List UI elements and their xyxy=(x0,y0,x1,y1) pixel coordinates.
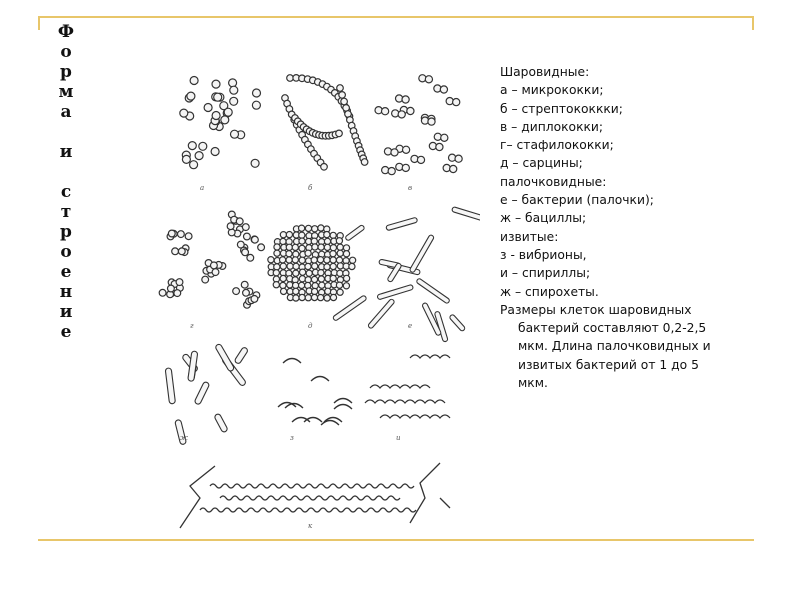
text-line: а – микрококки; xyxy=(500,83,604,98)
coccus-cell xyxy=(300,269,306,275)
coccus-cell xyxy=(293,270,299,276)
text-line: ж – спирохеты. xyxy=(500,284,599,299)
coccus-cell xyxy=(190,77,198,85)
coccus-cell xyxy=(280,257,286,263)
text-line: и – спириллы; xyxy=(500,266,591,281)
coccus-cell xyxy=(330,245,336,251)
coccus-cell xyxy=(312,226,318,232)
coccus-cell xyxy=(227,223,234,230)
coccus-cell xyxy=(273,282,279,288)
coccus-cell xyxy=(274,250,280,256)
coccus-cell xyxy=(212,80,220,88)
coccus-cell xyxy=(293,295,299,301)
coccus-cell xyxy=(337,244,343,250)
coccus-cell xyxy=(172,248,179,255)
coccus-cell xyxy=(168,285,175,292)
coccus-cell xyxy=(214,93,222,101)
coccus-cell xyxy=(402,164,409,171)
fibril-line xyxy=(410,463,450,523)
label-z: з xyxy=(290,434,294,442)
vibrio-cell xyxy=(292,418,310,423)
coccus-cell xyxy=(344,275,350,281)
coccus-cell xyxy=(388,168,395,175)
coccus-cell xyxy=(299,257,305,263)
coccus-cell xyxy=(199,142,207,150)
coccus-cell xyxy=(180,109,188,117)
title-letter: о xyxy=(60,42,72,62)
coccus-cell xyxy=(286,257,292,263)
description-text xyxy=(500,63,790,392)
title-gap xyxy=(50,162,82,182)
right-tick xyxy=(752,16,754,30)
coccus-cell xyxy=(455,155,462,162)
coccus-cell xyxy=(305,250,311,256)
bacteria-morphology-illustration xyxy=(140,58,480,534)
rod-cell xyxy=(452,207,480,222)
coccus-cell xyxy=(450,165,457,172)
title-letter: н xyxy=(59,282,73,302)
coccus-cell xyxy=(252,101,260,109)
coccus-cell xyxy=(311,276,317,282)
coccus-cell xyxy=(292,244,298,250)
coccus-cell xyxy=(211,262,218,269)
label-g: г xyxy=(190,322,194,330)
coccus-cell xyxy=(204,104,212,112)
coccus-cell xyxy=(330,263,336,269)
coccus-cell xyxy=(330,251,336,257)
label-k: к xyxy=(308,522,313,530)
left-tick xyxy=(38,16,40,30)
text-line: г– стафилококки; xyxy=(500,138,614,153)
coccus-cell xyxy=(188,142,196,150)
coccus-cell xyxy=(305,263,311,269)
coccus-cell xyxy=(350,257,356,263)
text-line: извитые: xyxy=(500,229,559,244)
coccus-cell xyxy=(330,275,336,281)
coccus-cell xyxy=(253,89,261,97)
coccus-cell xyxy=(159,289,166,296)
coccus-cell xyxy=(293,263,299,269)
coccus-cell xyxy=(174,290,181,297)
coccus-cell xyxy=(343,245,349,251)
coccus-cell xyxy=(287,263,293,269)
coccus-cell xyxy=(293,288,299,294)
title-letter: е xyxy=(60,322,72,342)
bacillus-cell xyxy=(234,347,249,365)
coccus-cell xyxy=(178,231,185,238)
coccus-cell xyxy=(274,264,280,270)
coccus-cell xyxy=(242,224,249,231)
coccus-cell xyxy=(391,149,398,156)
coccus-cell xyxy=(436,143,443,150)
coccus-cell xyxy=(336,130,343,137)
coccus-cell xyxy=(299,276,305,282)
rod-cell xyxy=(449,314,466,332)
coccus-cell xyxy=(280,238,286,244)
coccus-cell xyxy=(286,251,292,257)
coccus-cell xyxy=(221,116,229,124)
coccus-cell xyxy=(407,107,414,114)
coccus-cell xyxy=(230,97,238,105)
coccus-cell xyxy=(321,164,328,171)
bacillus-cell xyxy=(194,381,210,405)
coccus-cell xyxy=(233,288,240,295)
coccus-cell xyxy=(236,218,243,225)
rod-cell xyxy=(416,278,450,304)
title-letter: е xyxy=(60,262,72,282)
spirillum-cell xyxy=(370,385,430,388)
coccus-cell xyxy=(318,225,324,231)
coccus-cell xyxy=(337,250,343,256)
bacillus-cell xyxy=(214,413,228,433)
label-d: д xyxy=(308,322,313,330)
vibrio-cell xyxy=(334,405,352,410)
spirochete-cell xyxy=(210,484,414,488)
spirochete-cell xyxy=(220,496,400,500)
coccus-cell xyxy=(195,152,203,160)
coccus-cell xyxy=(339,92,346,99)
coccus-cell xyxy=(306,270,312,276)
text-line: Размеры клеток шаровидных xyxy=(500,302,692,317)
coccus-cell xyxy=(280,275,286,281)
top-rule xyxy=(38,16,754,18)
coccus-cell xyxy=(241,281,248,288)
coccus-cell xyxy=(428,118,435,125)
rod-cell xyxy=(377,284,414,300)
coccus-cell xyxy=(324,264,330,270)
label-a: а xyxy=(200,184,205,192)
coccus-cell xyxy=(324,257,330,263)
bottom-rule xyxy=(38,539,754,541)
coccus-cell xyxy=(337,270,343,276)
coccus-cell xyxy=(212,112,220,120)
coccus-cell xyxy=(280,263,286,269)
text-line: д – сарцины; xyxy=(500,156,583,171)
coccus-cell xyxy=(273,270,279,276)
coccus-cell xyxy=(324,232,330,238)
vibrio-cell xyxy=(311,377,329,382)
spirochete-cell xyxy=(200,508,416,512)
coccus-cell xyxy=(317,257,323,263)
coccus-cell xyxy=(299,238,305,244)
title-letter: и xyxy=(59,302,73,322)
coccus-cell xyxy=(311,257,317,263)
text-line: б – стрептококкки; xyxy=(500,101,623,116)
coccus-cell xyxy=(299,225,305,231)
coccus-cell xyxy=(286,232,292,238)
coccus-cell xyxy=(336,257,342,263)
title-letter: р xyxy=(60,62,72,82)
label-zh: ж xyxy=(180,434,188,442)
spirillum-cell xyxy=(380,415,450,418)
coccus-cell xyxy=(318,276,324,282)
spirillum-cell xyxy=(410,355,450,358)
label-v: в xyxy=(408,184,413,192)
coccus-cell xyxy=(324,244,330,250)
coccus-cell xyxy=(252,236,259,243)
text-line: бактерий составляют 0,2-2,5 xyxy=(518,321,707,336)
coccus-cell xyxy=(182,155,190,163)
coccus-cell xyxy=(311,294,317,300)
rod-cell xyxy=(409,234,434,273)
coccus-cell xyxy=(230,86,238,94)
label-b: б xyxy=(308,184,313,192)
text-line: извитых бактерий от 1 до 5 xyxy=(518,357,699,372)
coccus-cell xyxy=(244,233,251,240)
coccus-cell xyxy=(251,296,258,303)
coccus-cell xyxy=(319,282,325,288)
coccus-cell xyxy=(229,79,237,87)
title-letter: а xyxy=(60,102,72,122)
text-line: Шаровидные: xyxy=(500,65,590,79)
coccus-cell xyxy=(247,254,254,261)
coccus-cell xyxy=(425,76,432,83)
title-letter: о xyxy=(60,242,72,262)
vibrio-cell xyxy=(283,359,301,364)
coccus-cell xyxy=(299,245,305,251)
coccus-cell xyxy=(336,282,342,288)
coccus-cell xyxy=(330,294,336,300)
text-line: е – бактерии (палочки); xyxy=(500,193,654,208)
title-letter: т xyxy=(60,202,72,222)
title-letter: м xyxy=(58,82,74,102)
coccus-cell xyxy=(299,282,305,288)
coccus-cell xyxy=(318,244,324,250)
coccus-cell xyxy=(202,276,209,283)
coccus-cell xyxy=(318,270,324,276)
text-line: палочковидные: xyxy=(500,174,607,189)
coccus-cell xyxy=(185,233,192,240)
coccus-cell xyxy=(231,130,239,138)
coccus-cell xyxy=(280,282,286,288)
coccus-cell xyxy=(361,159,368,166)
title-letter: Ф xyxy=(57,22,75,42)
coccus-cell xyxy=(190,161,198,169)
coccus-cell xyxy=(312,244,318,250)
rod-cell xyxy=(367,298,395,329)
coccus-cell xyxy=(293,282,299,288)
coccus-cell xyxy=(349,263,355,269)
title-letter: и xyxy=(59,142,73,162)
coccus-cell xyxy=(212,269,219,276)
rod-cell xyxy=(386,217,418,231)
rod-cell xyxy=(345,224,365,241)
text-line: мкм. xyxy=(518,376,548,391)
coccus-cell xyxy=(398,111,405,118)
coccus-cell xyxy=(343,251,349,257)
coccus-cell xyxy=(299,294,305,300)
spirillum-cell xyxy=(365,400,445,403)
coccus-cell xyxy=(382,108,389,115)
coccus-cell xyxy=(168,230,175,237)
coccus-cell xyxy=(242,249,249,256)
coccus-cell xyxy=(224,108,232,116)
text-line: ж – бациллы; xyxy=(500,211,587,226)
bacillus-cell xyxy=(165,368,175,404)
bacillus-cell xyxy=(215,343,235,372)
coccus-cell xyxy=(324,295,330,301)
label-i: и xyxy=(396,434,401,442)
coccus-cell xyxy=(343,283,349,289)
coccus-cell xyxy=(281,288,287,294)
coccus-cell xyxy=(417,156,424,163)
vibrio-cell xyxy=(321,421,339,426)
coccus-cell xyxy=(299,232,305,238)
coccus-cell xyxy=(403,146,410,153)
coccus-cell xyxy=(330,257,336,263)
coccus-cell xyxy=(402,96,409,103)
coccus-cell xyxy=(268,257,274,263)
coccus-cell xyxy=(211,148,219,156)
coccus-cell xyxy=(440,86,447,93)
title-letter: с xyxy=(60,182,72,202)
coccus-cell xyxy=(280,232,286,238)
coccus-cell xyxy=(337,289,343,295)
coccus-cell xyxy=(178,248,185,255)
coccus-cell xyxy=(258,244,265,251)
vibrio-cell xyxy=(334,399,352,404)
coccus-cell xyxy=(312,288,318,294)
fibril-line xyxy=(180,466,215,528)
rod-cell xyxy=(332,295,367,321)
coccus-cell xyxy=(312,263,318,269)
title-gap xyxy=(50,122,82,142)
coccus-cell xyxy=(305,295,311,301)
coccus-cell xyxy=(305,225,311,231)
coccus-cell xyxy=(286,244,292,250)
text-line: в – диплококки; xyxy=(500,119,604,134)
spiral-groups xyxy=(180,355,450,528)
coccus-cell xyxy=(176,279,183,286)
vertical-title xyxy=(50,22,82,342)
coccus-cell xyxy=(337,85,344,92)
coccus-cell xyxy=(274,244,280,250)
bacillus-cell xyxy=(188,351,198,382)
coccus-cell xyxy=(292,257,298,263)
coccus-cell xyxy=(318,295,324,301)
coccus-cell xyxy=(251,159,259,167)
title-letter: р xyxy=(60,222,72,242)
coccus-cell xyxy=(187,92,195,100)
coccus-cell xyxy=(441,134,448,141)
coccus-cell xyxy=(243,289,250,296)
label-e: е xyxy=(408,322,413,330)
coccus-cell xyxy=(336,238,342,244)
coccus-cell xyxy=(324,238,330,244)
coccus-cell xyxy=(341,98,348,105)
text-line: мкм. Длина палочковидных и xyxy=(518,339,711,354)
coccus-cell xyxy=(453,99,460,106)
text-line: з - вибрионы, xyxy=(500,247,587,262)
